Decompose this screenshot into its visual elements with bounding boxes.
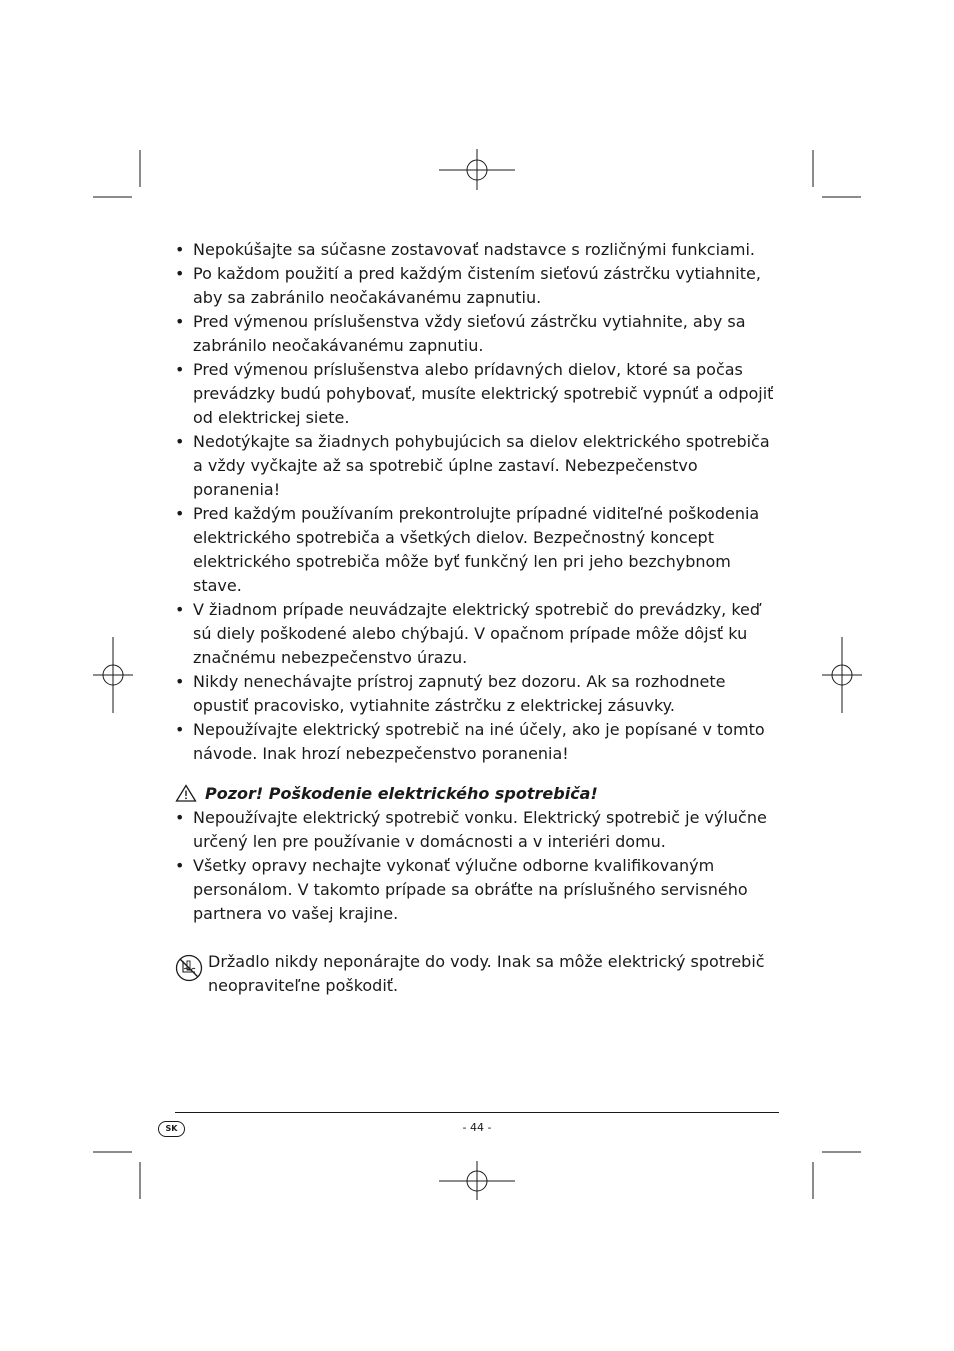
note-text: Držadlo nikdy neponárajte do vody. Inak sa môže elektrický spotrebič neopraviteľne poškodiť. (208, 952, 765, 995)
list-item: • Všetky opravy nechajte vykonať výlučne odborne kvalifikovaným personálom. V takomto prípade sa obráťte na príslušného servisného partnera vo vašej krajine. (175, 854, 783, 926)
main-content (175, 238, 783, 998)
caution-heading (175, 780, 783, 806)
list-item: • V žiadnom prípade neuvádzajte elektrický spotrebič do prevádzky, keď sú diely poškodené alebo chýbajú. V opačnom prípade môže dôjsť ku značnému nebezpečenstvo úrazu. (175, 598, 783, 670)
list-item: • Nepoužívajte elektrický spotrebič na iné účely, ako je popísané v tomto návode. Inak hrozí nebezpečenstvo poranenia! (175, 718, 783, 766)
list-item: • Po každom použití a pred každým čistením sieťovú zástrčku vytiahnite, aby sa zabránilo neočakávanému zapnutiu. (175, 262, 783, 310)
list-item: • Nepoužívajte elektrický spotrebič vonku. Elektrický spotrebič je výlučne určený len pre používanie v domácnosti a v interiéri domu. (175, 806, 783, 854)
safety-list-damage (175, 806, 783, 926)
list-item: • Nepokúšajte sa súčasne zostavovať nadstavce s rozličnými funkciami. (175, 238, 783, 262)
safety-list-general (175, 238, 783, 766)
list-item: • Pred každým používaním prekontrolujte prípadné viditeľné poškodenia elektrického spotrebiča a všetkých dielov. Bezpečnostný koncept elektrického spotrebiča môže byť funkčný len pri jeho bezchybnom stave. (175, 502, 783, 598)
caution-heading-text: Pozor! Poškodenie elektrického spotrebiča! (205, 783, 598, 803)
page-number: - 44 - (462, 1121, 492, 1134)
list-item: • Pred výmenou príslušenstva alebo prídavných dielov, ktoré sa počas prevádzky budú pohybovať, musíte elektrický spotrebič vypnúť a odpojiť od elektrickej siete. (175, 358, 783, 430)
list-item: • Pred výmenou príslušenstva vždy sieťovú zástrčku vytiahnite, aby sa zabránilo neočakávanému zapnutiu. (175, 310, 783, 358)
list-item: • Nedotýkajte sa žiadnych pohybujúcich sa dielov elektrického spotrebiča a vždy vyčkajte až sa spotrebič úplne zastaví. Nebezpečenstvo poranenia! (175, 430, 783, 502)
footer-divider (175, 1112, 779, 1113)
warning-triangle-icon (175, 784, 197, 802)
immersion-note (175, 950, 783, 998)
list-item: • Nikdy nenechávajte prístroj zapnutý bez dozoru. Ak sa rozhodnete opustiť pracovisko, vytiahnite zástrčku z elektrickej zásuvky. (175, 670, 783, 718)
no-water-immersion-icon (175, 950, 207, 998)
language-badge: SK (158, 1121, 185, 1137)
